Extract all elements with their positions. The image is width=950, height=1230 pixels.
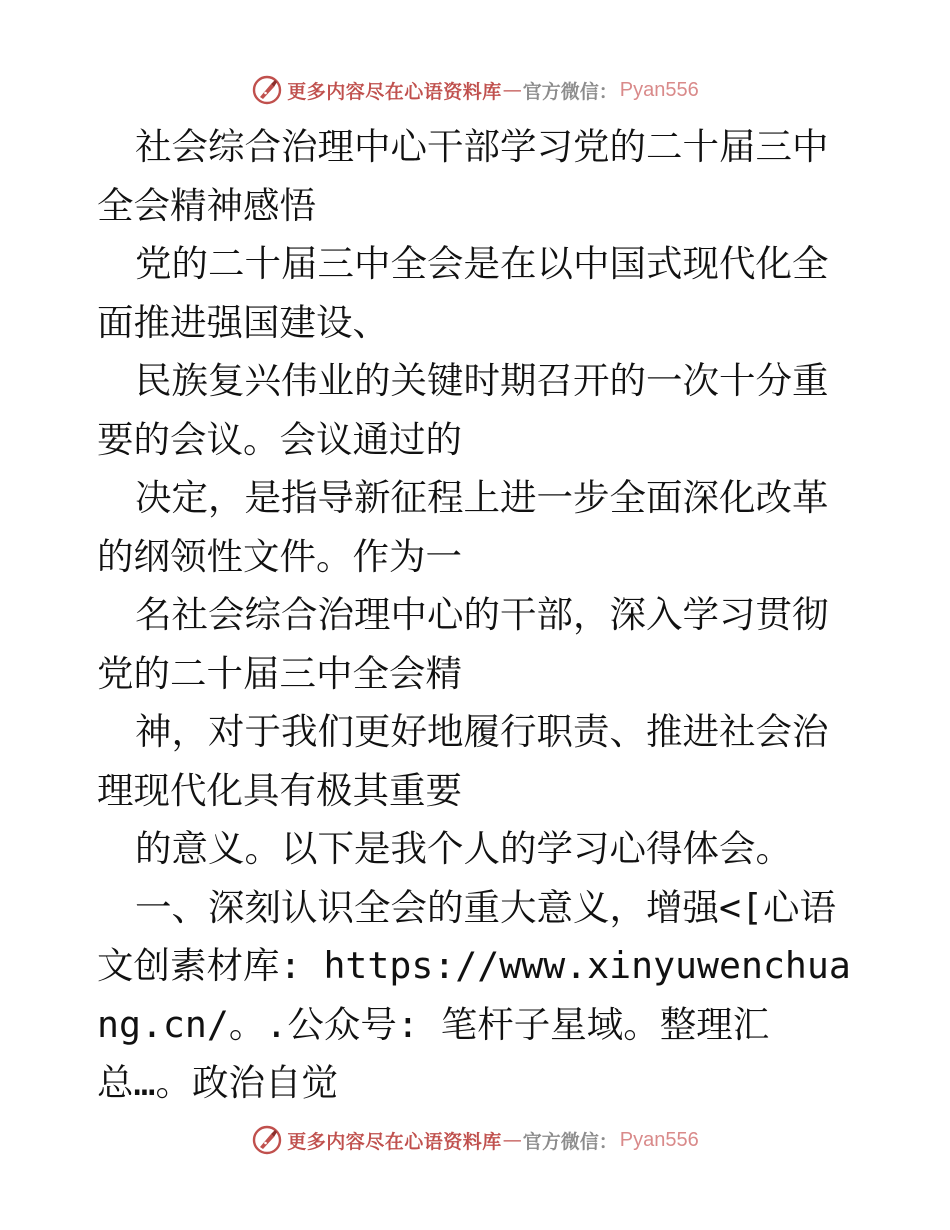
paragraph: 民族复兴伟业的关键时期召开的一次十分重要的会议。会议通过的 (97, 359, 829, 461)
banner-wechat-id: Pyan556 (619, 1128, 699, 1151)
paragraph: 党的二十届三中全会是在以中国式现代化全面推进强国建设、 (97, 242, 829, 344)
footer-banner (0, 1120, 950, 1160)
document-body (97, 118, 857, 1113)
paragraph-section-heading: 一、深刻认识全会的重大意义，增强<[心语文创素材库: https://www.xinyuwenchuang.cn/。.公众号: 笔杆子星域。整理汇总…。政治自觉 (97, 885, 851, 1104)
pen-nib-logo-icon (251, 74, 283, 106)
header-banner (0, 70, 950, 110)
banner-wechat-label: 官方微信： (522, 1130, 618, 1153)
banner-slogan: 更多内容尽在心语资料库 (287, 1130, 502, 1153)
banner-slogan: 更多内容尽在心语资料库 (287, 80, 502, 103)
paragraph: 的意义。以下是我个人的学习心得体会。 (135, 827, 792, 870)
paragraph-title: 社会综合治理中心干部学习党的二十届三中全会精神感悟 (97, 125, 829, 227)
banner-wechat-label: 官方微信： (522, 80, 618, 103)
pen-nib-logo-icon (251, 1124, 283, 1156)
banner-dash: — (502, 79, 522, 101)
banner-wechat-id: Pyan556 (619, 78, 699, 101)
paragraph: 神，对于我们更好地履行职责、推进社会治理现代化具有极其重要 (97, 710, 829, 812)
banner-dash: — (502, 1129, 522, 1151)
paragraph: 名社会综合治理中心的干部，深入学习贯彻党的二十届三中全会精 (97, 593, 829, 695)
paragraph: 决定，是指导新征程上进一步全面深化改革的纲领性文件。作为一 (97, 476, 829, 578)
